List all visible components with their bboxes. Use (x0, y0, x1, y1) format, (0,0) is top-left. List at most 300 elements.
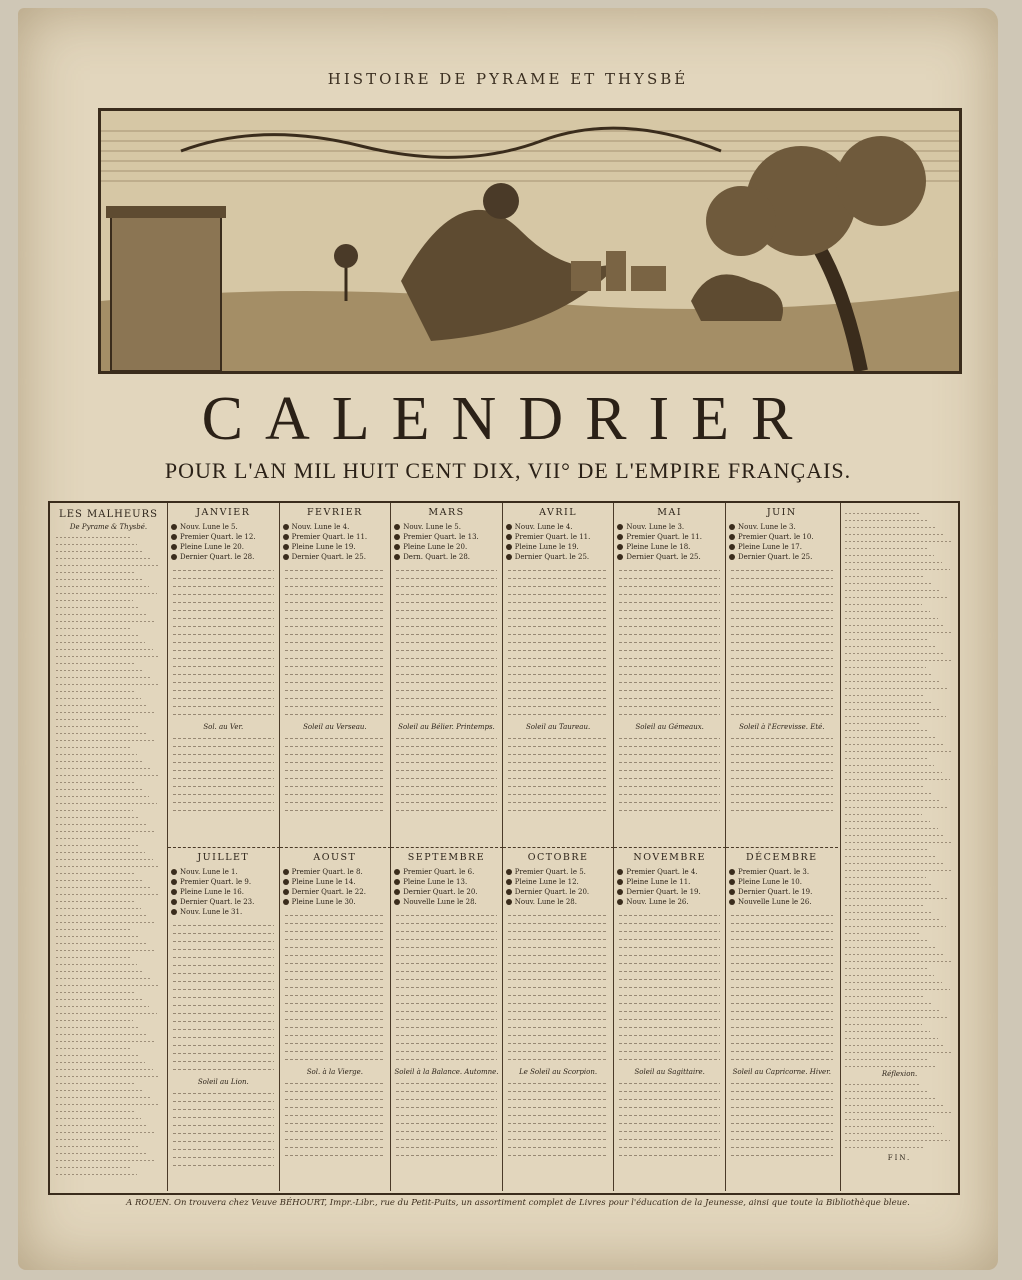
day-entry-line (619, 1043, 720, 1044)
zodiac-note: Soleil au Capricorne. Hiver. (732, 1068, 831, 1076)
day-entry-line (731, 1051, 833, 1052)
text-line (845, 709, 939, 710)
day-entry-line (396, 706, 497, 707)
day-entry-line (285, 1027, 386, 1028)
text-line (56, 740, 154, 741)
day-entry-line (508, 1059, 609, 1060)
day-entry-line (508, 987, 609, 988)
day-entry-line (173, 1053, 274, 1054)
moon-phase-entry (171, 552, 276, 562)
day-entry-line (173, 997, 274, 998)
text-line (56, 607, 140, 608)
text-line (845, 1059, 928, 1060)
story-text-block (56, 537, 161, 1175)
day-entry-line (508, 650, 609, 651)
day-entry-line (396, 923, 497, 924)
zodiac-note: Soleil au Sagittaire. (634, 1068, 705, 1076)
day-entry-line (173, 610, 274, 611)
day-entry-line (619, 666, 720, 667)
text-line (845, 772, 942, 773)
day-entry-line (285, 690, 386, 691)
text-line (56, 1153, 146, 1154)
moon-icon (729, 524, 735, 530)
moon-phase-text: Pleine Lune le 20. (403, 543, 468, 551)
day-entry-line (619, 1099, 720, 1100)
month-box-janvier (168, 503, 280, 847)
moon-phase-text: Nouv. Lune le 3. (626, 523, 685, 531)
day-entry-line (731, 674, 833, 675)
day-entry-line (508, 995, 609, 996)
moon-phase-entry (617, 552, 722, 562)
reflection-text-block-2 (845, 1084, 954, 1148)
text-line (845, 576, 925, 577)
text-line (56, 929, 132, 930)
moon-phase-entry (506, 887, 611, 897)
text-line (845, 940, 929, 941)
day-entry-line (619, 626, 720, 627)
day-entry-line (396, 1115, 497, 1116)
day-entry-line (285, 947, 386, 948)
moon-phase-entry (171, 897, 276, 907)
moon-phase-entry (394, 542, 499, 552)
text-line (56, 719, 132, 720)
text-line (845, 1031, 930, 1032)
moon-phase-text: Premier Quart. le 6. (403, 868, 475, 876)
day-entry-line (173, 1109, 274, 1110)
text-line (56, 1160, 154, 1161)
text-line (56, 691, 134, 692)
text-line (845, 1052, 953, 1053)
day-entry-line (285, 971, 386, 972)
text-line (845, 562, 942, 563)
day-entry-line (173, 626, 274, 627)
day-entry-line (396, 1139, 497, 1140)
month-box-aoust (280, 847, 392, 1191)
day-entries (394, 570, 499, 715)
moon-icon (283, 524, 289, 530)
day-entry-line (396, 955, 497, 956)
moon-phase-text: Nouv. Lune le 28. (514, 898, 577, 906)
day-entry-line (508, 1147, 609, 1148)
day-entry-line (619, 594, 720, 595)
day-entry-line (285, 674, 386, 675)
day-entry-line (731, 658, 833, 659)
text-line (56, 705, 148, 706)
day-entry-line (619, 658, 720, 659)
text-line (845, 1024, 922, 1025)
month-box-mars (391, 503, 503, 847)
day-entry-line (731, 963, 833, 964)
day-entry-line (396, 987, 497, 988)
text-line (845, 527, 937, 528)
text-line (845, 744, 944, 745)
zodiac-note: Sol. au Ver. (203, 723, 244, 731)
moon-phase-entry (617, 867, 722, 877)
day-entries-cont (394, 738, 499, 811)
moon-phase-entry (617, 877, 722, 887)
moon-phase-text: Premier Quart. le 9. (180, 878, 252, 886)
day-entry-line (508, 578, 609, 579)
day-entry-line (396, 770, 497, 771)
day-entry-line (619, 762, 720, 763)
text-line (56, 1118, 141, 1119)
day-entry-line (173, 1029, 274, 1030)
day-entry-line (731, 1139, 833, 1140)
moon-icon (729, 899, 735, 905)
text-line (845, 877, 926, 878)
text-line (845, 821, 930, 822)
day-entry-line (508, 746, 609, 747)
month-box-avril (503, 503, 615, 847)
text-line (845, 779, 950, 780)
text-line (845, 730, 929, 731)
reflection-column (840, 503, 958, 1191)
text-line (56, 1076, 160, 1077)
text-line (56, 537, 130, 538)
month-name: AOUST (313, 852, 357, 863)
day-entries-cont (171, 1093, 276, 1166)
day-entry-line (396, 594, 497, 595)
text-line (845, 933, 921, 934)
text-line (845, 688, 949, 689)
day-entry-line (731, 762, 833, 763)
day-entry-line (619, 578, 720, 579)
text-line (845, 1133, 942, 1134)
day-entry-line (508, 682, 609, 683)
moon-icon (729, 544, 735, 550)
day-entry-line (396, 995, 497, 996)
text-line (56, 831, 155, 832)
day-entry-line (173, 1101, 274, 1102)
day-entry-line (619, 947, 720, 948)
text-line (56, 824, 147, 825)
moon-phase-entry (729, 542, 835, 552)
day-entry-line (731, 931, 833, 932)
moon-phase-entry (617, 522, 722, 532)
text-line (56, 551, 144, 552)
day-entry-line (731, 1131, 833, 1132)
day-entry-line (508, 915, 609, 916)
day-entry-line (619, 714, 720, 715)
text-line (845, 814, 922, 815)
day-entry-line (508, 658, 609, 659)
day-entry-line (731, 570, 833, 571)
day-entry-line (508, 979, 609, 980)
day-entry-line (619, 1003, 720, 1004)
moon-phase-text: Dernier Quart. le 20. (403, 888, 478, 896)
day-entries-cont (617, 1083, 722, 1156)
text-line (845, 667, 926, 668)
day-entry-line (731, 1083, 833, 1084)
day-entry-line (285, 634, 386, 635)
day-entry-line (285, 1131, 386, 1132)
day-entry-line (508, 1091, 609, 1092)
day-entry-line (731, 1147, 833, 1148)
text-line (845, 1119, 927, 1120)
text-line (845, 982, 942, 983)
day-entries-cont (394, 1083, 499, 1156)
day-entries-cont (283, 738, 388, 811)
month-box-novembre (614, 847, 726, 1191)
day-entry-line (619, 1035, 720, 1036)
day-entry-line (396, 626, 497, 627)
day-entry-line (731, 786, 833, 787)
month-box-juin (726, 503, 838, 847)
text-line (845, 646, 935, 647)
moon-icon (283, 554, 289, 560)
day-entry-line (173, 1069, 274, 1070)
day-entry-line (396, 1011, 497, 1012)
day-entry-line (731, 714, 833, 715)
moon-icon (729, 879, 735, 885)
day-entry-line (619, 1123, 720, 1124)
moon-phase-entry (394, 532, 499, 542)
moon-phase-text: Premier Quart. le 12. (180, 533, 256, 541)
day-entry-line (619, 1131, 720, 1132)
day-entry-line (285, 955, 386, 956)
month-name: MAI (657, 507, 683, 518)
moon-phase-text: Nouv. Lune le 31. (180, 908, 243, 916)
moon-phase-entry (506, 877, 611, 887)
day-entry-line (619, 963, 720, 964)
day-entry-line (396, 794, 497, 795)
moon-phase-text: Nouv. Lune le 4. (291, 523, 350, 531)
day-entry-line (619, 987, 720, 988)
text-line (56, 1020, 133, 1021)
text-line (845, 702, 931, 703)
text-line (845, 611, 930, 612)
moon-phase-text: Nouv. Lune le 4. (514, 523, 573, 531)
day-entry-line (285, 1115, 386, 1116)
calendar-table (48, 501, 960, 1195)
text-line (56, 782, 135, 783)
moon-phase-entry (394, 877, 499, 887)
month-box-mai (614, 503, 726, 847)
day-entry-line (396, 634, 497, 635)
moon-phase-text: Premier Quart. le 10. (738, 533, 814, 541)
text-line (845, 870, 951, 871)
day-entry-line (508, 1083, 609, 1084)
zodiac-note: Sol. à la Vierge. (306, 1068, 364, 1076)
text-line (56, 978, 152, 979)
day-entry-line (285, 1147, 386, 1148)
text-line (845, 842, 953, 843)
moon-icon (394, 899, 400, 905)
moon-icon (617, 554, 623, 560)
day-entry-line (619, 979, 720, 980)
month-name: MARS (428, 507, 465, 518)
moon-phase-entry (506, 522, 611, 532)
moon-phase-entry (729, 532, 835, 542)
day-entries (729, 570, 835, 715)
day-entry-line (285, 939, 386, 940)
day-entry-line (508, 674, 609, 675)
moon-phase-entry (394, 887, 499, 897)
day-entry-line (731, 738, 833, 739)
moon-phase-entry (506, 552, 611, 562)
zodiac-note: Le Soleil au Scorpion. (519, 1068, 598, 1076)
day-entries-cont (617, 738, 722, 811)
text-line (845, 1091, 929, 1092)
text-line (56, 1174, 137, 1175)
day-entry-line (619, 770, 720, 771)
moon-phase-text: Dernier Quart. le 28. (180, 553, 255, 561)
month-box-fevrier (280, 503, 392, 847)
moon-icon (506, 879, 512, 885)
moon-phase-text: Pleine Lune le 20. (180, 543, 244, 551)
day-entry-line (396, 971, 497, 972)
moon-icon (617, 889, 623, 895)
day-entry-line (396, 570, 497, 571)
text-line (845, 807, 947, 808)
moon-phase-text: Nouv. Lune le 1. (180, 868, 238, 876)
day-entry-line (508, 762, 609, 763)
day-entry-line (396, 939, 497, 940)
moon-phase-text: Pleine Lune le 12. (514, 878, 579, 886)
text-line (56, 1111, 134, 1112)
day-entries (283, 570, 388, 715)
day-entry-line (508, 754, 609, 755)
day-entry-line (285, 786, 386, 787)
day-entry-line (508, 1099, 609, 1100)
text-line (845, 569, 950, 570)
text-line (56, 803, 157, 804)
day-entry-line (285, 1003, 386, 1004)
month-name: AVRIL (539, 507, 578, 518)
day-entry-line (396, 738, 497, 739)
day-entry-line (173, 746, 274, 747)
moon-phase-text: Pleine Lune le 10. (738, 878, 802, 886)
day-entry-line (285, 602, 386, 603)
day-entry-line (619, 939, 720, 940)
moon-icon (394, 554, 400, 560)
moon-icon (394, 534, 400, 540)
moon-icon (171, 554, 177, 560)
day-entry-line (396, 931, 497, 932)
day-entry-line (173, 586, 274, 587)
day-entry-line (285, 738, 386, 739)
day-entry-line (173, 1149, 274, 1150)
moon-phase-text: Pleine Lune le 17. (738, 543, 802, 551)
text-line (845, 555, 934, 556)
text-line (56, 621, 155, 622)
day-entry-line (619, 1059, 720, 1060)
day-entry-line (619, 971, 720, 972)
day-entry-line (731, 1011, 833, 1012)
day-entry-line (396, 1155, 497, 1156)
moon-phase-entry (729, 867, 835, 877)
text-line (845, 597, 947, 598)
day-entry-line (619, 931, 720, 932)
day-entry-line (396, 1035, 497, 1036)
day-entry-line (285, 586, 386, 587)
text-line (56, 880, 143, 881)
moon-phase-entry (394, 522, 499, 532)
moon-icon (617, 899, 623, 905)
day-entry-line (396, 666, 497, 667)
moon-phase-text: Premier Quart. le 13. (403, 533, 479, 541)
moon-icon (617, 534, 623, 540)
text-line (56, 572, 135, 573)
day-entry-line (508, 971, 609, 972)
day-entry-line (508, 963, 609, 964)
day-entry-line (508, 1019, 609, 1020)
month-name: DÉCEMBRE (746, 852, 818, 863)
day-entry-line (396, 586, 497, 587)
moon-icon (394, 879, 400, 885)
day-entry-line (285, 915, 386, 916)
months-grid (168, 503, 838, 1191)
moon-phase-entry (283, 877, 388, 887)
day-entry-line (508, 1011, 609, 1012)
day-entry-line (173, 666, 274, 667)
day-entry-line (285, 987, 386, 988)
text-line (56, 915, 148, 916)
day-entry-line (173, 714, 274, 715)
moon-phase-text: Pleine Lune le 30. (291, 898, 356, 906)
day-entry-line (508, 810, 609, 811)
day-entry-line (173, 578, 274, 579)
text-line (845, 541, 952, 542)
day-entry-line (731, 923, 833, 924)
day-entries (394, 915, 499, 1060)
moon-phase-entry (283, 887, 388, 897)
day-entry-line (285, 570, 386, 571)
text-line (56, 852, 145, 853)
moon-phase-text: Premier Quart. le 3. (738, 868, 810, 876)
day-entry-line (619, 794, 720, 795)
text-line (845, 1126, 934, 1127)
moon-phase-entry (283, 542, 388, 552)
moon-phase-text: Dernier Quart. le 19. (626, 888, 701, 896)
day-entry-line (285, 1123, 386, 1124)
day-entry-line (285, 995, 386, 996)
day-entry-line (396, 947, 497, 948)
day-entry-line (396, 963, 497, 964)
text-line (56, 887, 151, 888)
day-entries-cont (171, 738, 276, 811)
moon-phase-text: Dern. Quart. le 28. (403, 553, 471, 561)
moon-phase-entry (729, 552, 835, 562)
day-entry-line (731, 1019, 833, 1020)
text-line (56, 677, 151, 678)
text-line (845, 674, 933, 675)
moon-phase-text: Dernier Quart. le 20. (514, 888, 590, 896)
text-line (56, 1055, 138, 1056)
text-line (56, 586, 149, 587)
day-entry-line (508, 1027, 609, 1028)
moon-icon (283, 544, 289, 550)
day-entry-line (173, 810, 274, 811)
day-entry-line (173, 778, 274, 779)
moon-phase-entry (506, 897, 611, 907)
day-entry-line (285, 1083, 386, 1084)
moon-icon (617, 544, 623, 550)
moon-icon (171, 524, 177, 530)
day-entry-line (508, 947, 609, 948)
day-entry-line (285, 963, 386, 964)
day-entry-line (285, 1051, 386, 1052)
day-entry-line (285, 1155, 386, 1156)
day-entry-line (285, 578, 386, 579)
day-entry-line (508, 698, 609, 699)
reflection-heading: Réflexion. (881, 1070, 918, 1078)
day-entry-line (173, 989, 274, 990)
day-entry-line (285, 1107, 386, 1108)
day-entry-line (731, 995, 833, 996)
text-line (56, 1097, 151, 1098)
text-line (56, 663, 136, 664)
